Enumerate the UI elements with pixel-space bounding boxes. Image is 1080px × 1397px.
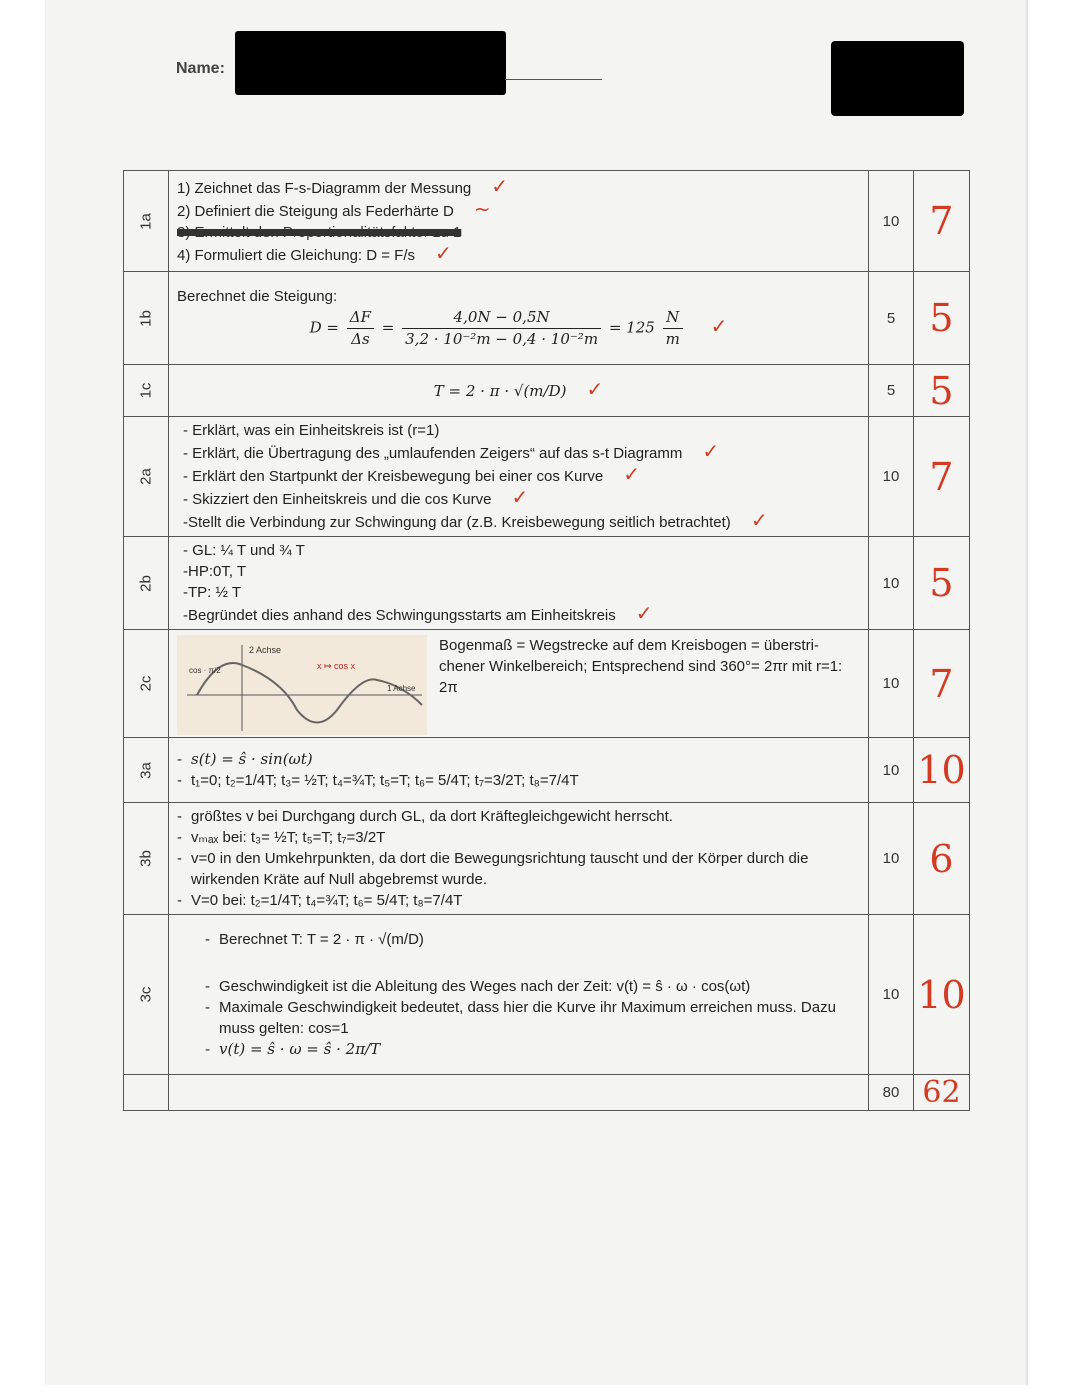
total-score: 62	[922, 1074, 961, 1110]
criterion: - Geschwindigkeit ist die Ableitung des Weges nach der Zeit: v(t) = ŝ · ω · cos(ωt)	[205, 976, 860, 997]
check-mark-icon: ✓	[750, 508, 768, 532]
score: 10	[917, 748, 966, 792]
task-label: 2b	[137, 574, 155, 592]
check-mark-icon: ✓	[710, 313, 728, 338]
check-mark-icon: ✓	[491, 174, 509, 198]
score: 5	[929, 296, 954, 340]
table-row	[124, 915, 970, 1075]
table-row	[124, 272, 970, 365]
table-row-total	[124, 1075, 970, 1111]
task-label: 1a	[137, 212, 155, 230]
table-row	[124, 365, 970, 417]
criterion: - Maximale Geschwindigkeit bedeutet, dass hier die Kurve ihr Maximum erreichen muss. Dazu muss gelten: cos=1	[205, 997, 860, 1039]
criterion: -HP:0T, T	[183, 563, 247, 580]
name-label: Name:	[176, 60, 225, 77]
table-row	[124, 417, 970, 537]
redacted-box	[831, 41, 964, 116]
score: 6	[929, 836, 954, 881]
check-mark-icon: ✓	[586, 377, 604, 401]
task-label: 1c	[137, 382, 155, 399]
criterion: -Begründet dies anhand des Schwingungsstarts am Einheitskreis ✓	[183, 601, 653, 625]
task-label: 2c	[137, 675, 155, 692]
table-row	[124, 738, 970, 803]
criterion: - vₘₐₓ bei: t₃= ½T; t₅=T; t₇=3/2T	[177, 827, 860, 848]
max-points: 10	[869, 738, 914, 803]
criterion: - v(t) = ŝ · ω = ŝ · 2π/T	[205, 1039, 860, 1060]
formula: T = 2 · π · √(m/D)	[433, 382, 567, 400]
criterion: Bogenmaß = Wegstrecke auf dem Kreisbogen = überstri-chener Winkelbereich; Entsprechend sind 360°= 2πr mit r=1: 2π	[439, 637, 843, 696]
criterion: - Skizziert den Einheitskreis und die cos Kurve ✓	[183, 485, 529, 509]
criterion: Berechnet die Steigung:	[177, 288, 338, 305]
table-row	[124, 630, 970, 738]
criterion: 2) Definiert die Steigung als Federhärte D ~	[177, 197, 491, 221]
max-points: 10	[869, 630, 914, 738]
task-label: 2a	[137, 468, 155, 485]
max-points: 10	[869, 171, 914, 272]
svg-text:cos · π/2: cos · π/2	[189, 666, 221, 675]
check-mark-icon: ✓	[702, 439, 720, 463]
max-points: 10	[869, 803, 914, 915]
criterion: - V=0 bei: t₂=1/4T; t₄=¾T; t₆= 5/4T; t₈=7/4T	[177, 890, 860, 911]
name-underline	[505, 79, 602, 80]
task-label: 3b	[137, 850, 155, 867]
task-label: 3c	[137, 986, 155, 1003]
max-points: 10	[869, 417, 914, 537]
table-row	[124, 537, 970, 630]
check-mark-icon: ✓	[623, 462, 640, 486]
criterion: - v=0 in den Umkehrpunkten, da dort die Bewegungsrichtung tauscht und der Körper durch die wirkenden Kräte auf Null abgebremst wurde.	[177, 848, 860, 890]
max-points: 5	[869, 272, 914, 365]
score: 5	[929, 561, 954, 605]
redacted-name	[235, 31, 506, 95]
criterion: - Erklärt, die Übertragung des „umlaufenden Zeigers“ auf das s-t Diagramm ✓	[183, 439, 720, 463]
svg-text:2 Achse: 2 Achse	[249, 645, 282, 655]
check-mark-icon: ✓	[511, 485, 529, 509]
table-row	[124, 803, 970, 915]
score: 5	[929, 368, 954, 413]
score: 7	[929, 454, 954, 499]
criterion: - GL: ¼ T und ¾ T	[183, 542, 305, 559]
formula: D = $\frac{\Delta F}{\Delta s}$ = $\frac{4,0N - 0,5N}{\text{3,2 · 10⁻²m − 0,4 · 10⁻²m}}$ = 125 $\frac{N}{m}$ ✓	[309, 308, 728, 348]
table-row	[124, 171, 970, 272]
tilde-mark-icon: ~	[473, 197, 491, 221]
criterion: - Erklärt den Startpunkt der Kreisbewegung bei einer cos Kurve ✓	[183, 462, 640, 486]
score: 7	[929, 199, 954, 243]
criterion: - größtes v bei Durchgang durch GL, da dort Kräftegleichgewicht herrscht.	[177, 806, 860, 827]
criterion: 1) Zeichnet das F-s-Diagramm der Messung ✓	[177, 174, 509, 198]
svg-text:1 Achse: 1 Achse	[387, 684, 416, 693]
criterion: -Stellt die Verbindung zur Schwingung dar (z.B. Kreisbewegung seitlich betrachtet) ✓	[183, 508, 768, 532]
task-label: 1b	[137, 309, 155, 327]
criterion: 4) Formuliert die Gleichung: D = F/s ✓	[177, 241, 452, 265]
svg-text:x ↦ cos x: x ↦ cos x	[317, 661, 356, 671]
criterion: - s(t) = ŝ · sin(ωt)	[177, 749, 860, 770]
max-points: 10	[869, 537, 914, 630]
max-points: 5	[869, 365, 914, 417]
task-label: 3a	[137, 761, 155, 779]
cosine-graph-image	[177, 635, 427, 735]
score: 10	[917, 972, 966, 1017]
criterion: -TP: ½ T	[183, 584, 242, 601]
total-max-points: 80	[869, 1075, 914, 1111]
criterion: - t₁=0; t₂=1/4T; t₃= ½T; t₄=¾T; t₅=T; t₆= 5/4T; t₇=3/2T; t₈=7/4T	[177, 770, 860, 791]
check-mark-icon: ✓	[635, 601, 653, 625]
check-mark-icon: ✓	[435, 241, 452, 265]
score: 7	[929, 661, 954, 706]
criterion: - Erklärt, was ein Einheitskreis ist (r=1)	[183, 422, 440, 439]
max-points: 10	[869, 915, 914, 1075]
grading-table	[123, 170, 970, 1111]
criterion: - Berechnet T: T = 2 · π · √(m/D)	[205, 929, 860, 950]
criterion-struck: 3) Ermittelt den Proportionalitätsfaktor zu 1	[177, 224, 462, 241]
